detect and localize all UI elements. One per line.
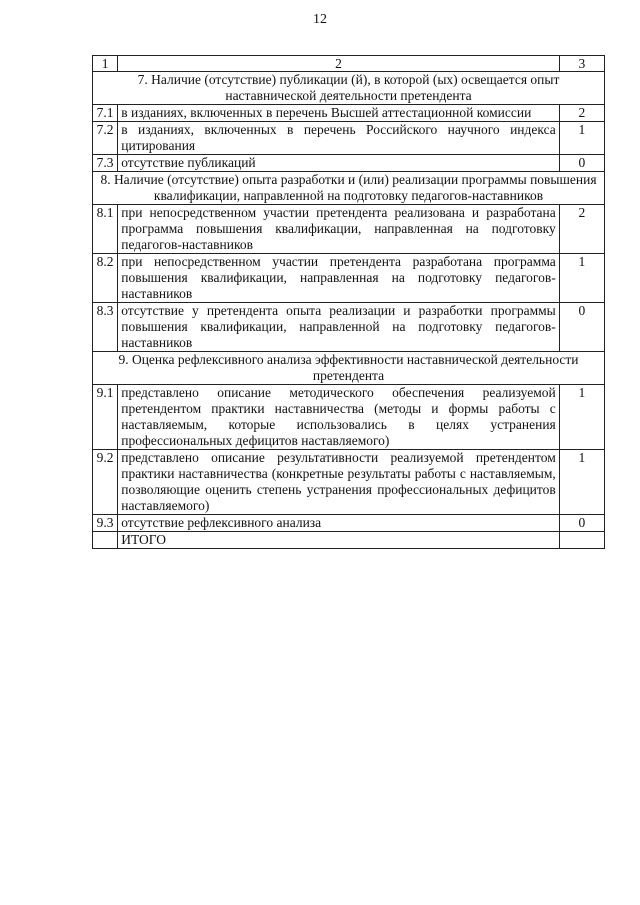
criterion-number: 7.1	[93, 105, 118, 122]
criterion-text: при непосредственном участии претендента реализована и разработана программа повышения квалификации, направленная на подготовку педагогов-наставников	[118, 205, 560, 254]
criterion-row	[93, 385, 605, 450]
criterion-text: представлено описание результативности реализуемой претендентом практики наставничества (конкретные результаты работы с наставляемым, позволяющие оценить степень устранения профессиональных дефицитов наставляемого)	[118, 450, 560, 515]
criterion-score: 1	[559, 385, 604, 450]
criterion-row	[93, 105, 605, 122]
table-body	[93, 56, 605, 549]
criterion-score: 1	[559, 450, 604, 515]
header-cell-num: 1	[93, 56, 118, 72]
criterion-number: 7.3	[93, 155, 118, 172]
criterion-number	[93, 532, 118, 549]
criterion-number: 9.1	[93, 385, 118, 450]
criterion-row	[93, 155, 605, 172]
section-heading: 9. Оценка рефлексивного анализа эффективности наставнической деятельности претендента	[93, 352, 605, 385]
criterion-number: 8.3	[93, 303, 118, 352]
total-row	[93, 532, 605, 549]
criterion-score: 0	[559, 155, 604, 172]
criterion-text: в изданиях, включенных в перечень Российского научного индекса цитирования	[118, 122, 560, 155]
criterion-number: 7.2	[93, 122, 118, 155]
criterion-text: отсутствие у претендента опыта реализации и разработки программы повышения квалификации, направленной на подготовку педагогов-наставников	[118, 303, 560, 352]
total-label: ИТОГО	[118, 532, 560, 549]
header-row	[93, 56, 605, 72]
criterion-row	[93, 122, 605, 155]
criterion-score: 2	[559, 105, 604, 122]
criteria-table	[92, 55, 605, 549]
criterion-text: в изданиях, включенных в перечень Высшей аттестационной комиссии	[118, 105, 560, 122]
criterion-score: 2	[559, 205, 604, 254]
criterion-score: 0	[559, 303, 604, 352]
section-heading: 8. Наличие (отсутствие) опыта разработки и (или) реализации программы повышения квалификации, направленной на подготовку педагогов-наставников	[93, 172, 605, 205]
criterion-row	[93, 254, 605, 303]
criterion-row	[93, 450, 605, 515]
section-heading: 7. Наличие (отсутствие) публикации (й), в которой (ых) освещается опыт наставнической деятельности претендента	[93, 72, 605, 105]
criterion-score: 1	[559, 122, 604, 155]
criterion-score: 1	[559, 254, 604, 303]
header-cell-score: 3	[559, 56, 604, 72]
criterion-number: 8.1	[93, 205, 118, 254]
criterion-number: 8.2	[93, 254, 118, 303]
criterion-score: 0	[559, 515, 604, 532]
criterion-text: отсутствие публикаций	[118, 155, 560, 172]
section-heading-row	[93, 172, 605, 205]
total-score	[559, 532, 604, 549]
page-number: 12	[313, 12, 327, 27]
criterion-text: отсутствие рефлексивного анализа	[118, 515, 560, 532]
criterion-text: представлено описание методического обеспечения реализуемой претендентом практики наставничества (методы и формы работы с наставляемым, которые использовались в целях устранения профессиональных дефицитов наставляемого)	[118, 385, 560, 450]
criterion-text: при непосредственном участии претендента разработана программа повышения квалификации, направленная на подготовку педагогов-наставников	[118, 254, 560, 303]
criterion-number: 9.3	[93, 515, 118, 532]
criterion-row	[93, 205, 605, 254]
criterion-number: 9.2	[93, 450, 118, 515]
section-heading-row	[93, 352, 605, 385]
header-cell-criterion: 2	[118, 56, 560, 72]
criterion-row	[93, 303, 605, 352]
criterion-row	[93, 515, 605, 532]
section-heading-row	[93, 72, 605, 105]
